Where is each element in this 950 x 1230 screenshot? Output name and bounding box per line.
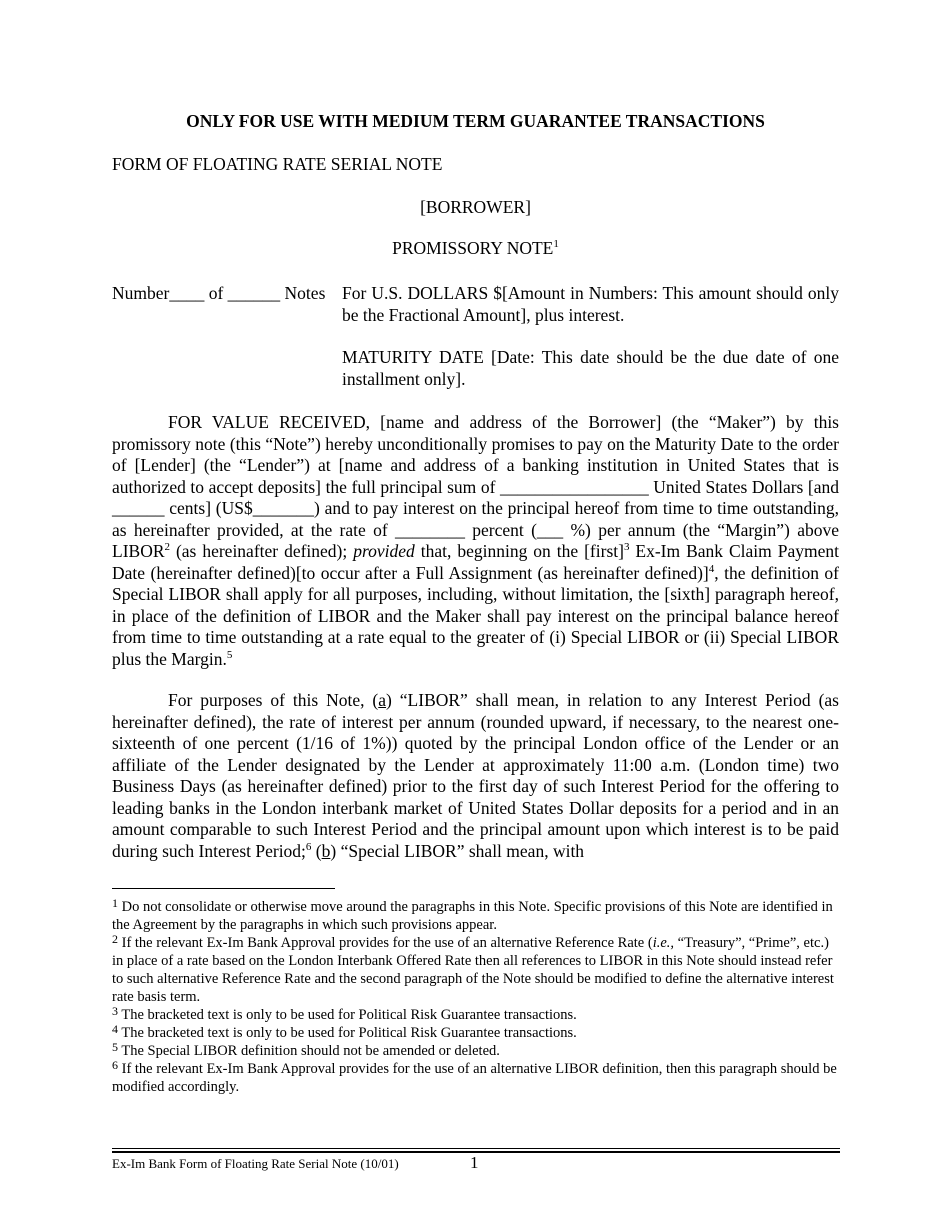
footnote-text: Do not consolidate or otherwise move around the paragraphs in this Note. Specific provisions of this Note are identified in the Agreement by the paragraphs in which such provisions appear. xyxy=(112,899,833,933)
footnote-ref-1: 1 xyxy=(553,238,559,250)
form-title: FORM OF FLOATING RATE SERIAL NOTE xyxy=(112,154,443,174)
footnote-number: 2 xyxy=(112,932,118,946)
paragraph-text: ) “LIBOR” shall mean, in relation to any Interest Period (as hereinafter defined), the rate of interest per annum (rounded upward, if necessary, to the nearest one-sixteenth of one percent (1/16 of 1%)) quoted by the principal London office of the Lender or an affiliate of the Lender designated by the Lender at approximately 11:00 a.m. (London time) two Business Days (as hereinafter defined) prior to the first day of such Interest Period for the offering to leading banks in the London interbank market of United States Dollar deposits for a period and in an amount comparable to such Interest Period and the principal amount upon which interest is to be paid during such Interest Period; xyxy=(112,690,839,861)
footnote-text: “Treasury”, “Prime”, etc.) in place of a rate based on the London Interbank Offered Rate then all references to LIBOR in this Note should instead refer to such alternative Reference Rate and the second paragraph of the Note should be modified to define the alternative interest rate basis term. xyxy=(112,935,834,1005)
footer-form-label: Ex-Im Bank Form of Floating Rate Serial Note (10/01) xyxy=(112,1156,399,1171)
footnote-text: The bracketed text is only to be used for Political Risk Guarantee transactions. xyxy=(118,1007,577,1023)
amount-statement: For U.S. DOLLARS $[Amount in Numbers: This amount should only be the Fractional Amount], plus interest. xyxy=(342,283,839,325)
footnote-6 xyxy=(112,1060,839,1096)
footnote-ref-6: 6 xyxy=(305,840,312,853)
footnote-number: 3 xyxy=(112,1004,118,1018)
clause-label-b: b xyxy=(321,840,331,861)
paragraph-text: that, beginning on the [first] xyxy=(414,541,624,561)
footnote-5 xyxy=(112,1042,839,1060)
paragraph-text: FOR VALUE RECEIVED, [name and address of the Borrower] (the “Maker”) by this promissory note (this “Note”) hereby unconditionally promises to pay on the Maturity Date to the order of [Lender] (the “Lender”) at [name and address of a banking institution in United States that is authorized to accept deposits] the full principal sum of _________________ United States Dollars [and ______ cents] (US$_______) and to pay interest on the principal hereof from time to time outstanding, as hereinafter provided, at the rate of ________ percent (___ %) per annum (the “Margin”) above LIBOR xyxy=(112,412,839,561)
page-number: 1 xyxy=(470,1153,479,1172)
footnote-number: 6 xyxy=(112,1058,118,1072)
footnote-text: The bracketed text is only to be used for Political Risk Guarantee transactions. xyxy=(118,1025,577,1041)
paragraph-text: ) “Special LIBOR” shall mean, with xyxy=(330,840,585,861)
footnote-ref-2: 2 xyxy=(164,541,170,553)
document-heading: ONLY FOR USE WITH MEDIUM TERM GUARANTEE TRANSACTIONS xyxy=(186,111,765,131)
note-number-line: Number____ of ______ Notes xyxy=(112,283,326,303)
provided-emphasis: provided xyxy=(353,541,415,561)
ie-emphasis: i.e., xyxy=(652,935,675,951)
note-title-text: PROMISSORY NOTE xyxy=(392,238,554,258)
paragraph-text: Ex-Im Bank Claim Payment Date (hereinafter defined)[to occur after a Full Assignment (as hereinafter defined)] xyxy=(112,541,839,583)
footnote-text: The Special LIBOR definition should not be amended or deleted. xyxy=(118,1043,500,1059)
footnote-number: 4 xyxy=(112,1022,118,1036)
footnote-text: If the relevant Ex-Im Bank Approval provides for the use of an alternative Reference Rate ( xyxy=(118,935,653,951)
footnote-number: 1 xyxy=(112,896,118,910)
footnote-1 xyxy=(112,898,839,934)
value-received-paragraph xyxy=(112,412,839,670)
footnote-text: If the relevant Ex-Im Bank Approval provides for the use of an alternative LIBOR definition, then this paragraph should be modified accordingly. xyxy=(112,1061,837,1095)
libor-definition-paragraph xyxy=(112,690,839,862)
borrower-placeholder: [BORROWER] xyxy=(420,197,531,217)
footnote-ref-3: 3 xyxy=(623,541,630,553)
footnote-separator xyxy=(112,888,335,889)
footnote-3 xyxy=(112,1006,839,1024)
footnote-ref-4: 4 xyxy=(708,562,715,575)
paragraph-text: (as hereinafter defined); xyxy=(170,541,354,561)
maturity-date-statement: MATURITY DATE [Date: This date should be the due date of one installment only]. xyxy=(342,347,839,389)
footnote-4 xyxy=(112,1024,839,1042)
footnote-2 xyxy=(112,934,839,1006)
paragraph-text: For purposes of this Note, ( xyxy=(168,690,379,710)
footnote-ref-5: 5 xyxy=(226,648,233,661)
footnote-number: 5 xyxy=(112,1040,118,1054)
clause-label-a: a xyxy=(378,690,387,710)
paragraph-text: ( xyxy=(311,840,322,861)
promissory-note-title xyxy=(112,237,839,259)
paragraph-text: , the definition of Special LIBOR shall apply for all purposes, including, without limitation, the [sixth] paragraph hereof, in place of the definition of LIBOR and the Maker shall pay interest on the principal balance hereof from time to time outstanding at a rate equal to the greater of (i) Special LIBOR or (ii) Special LIBOR plus the Margin. xyxy=(112,562,839,669)
footnotes-section xyxy=(112,898,839,1096)
